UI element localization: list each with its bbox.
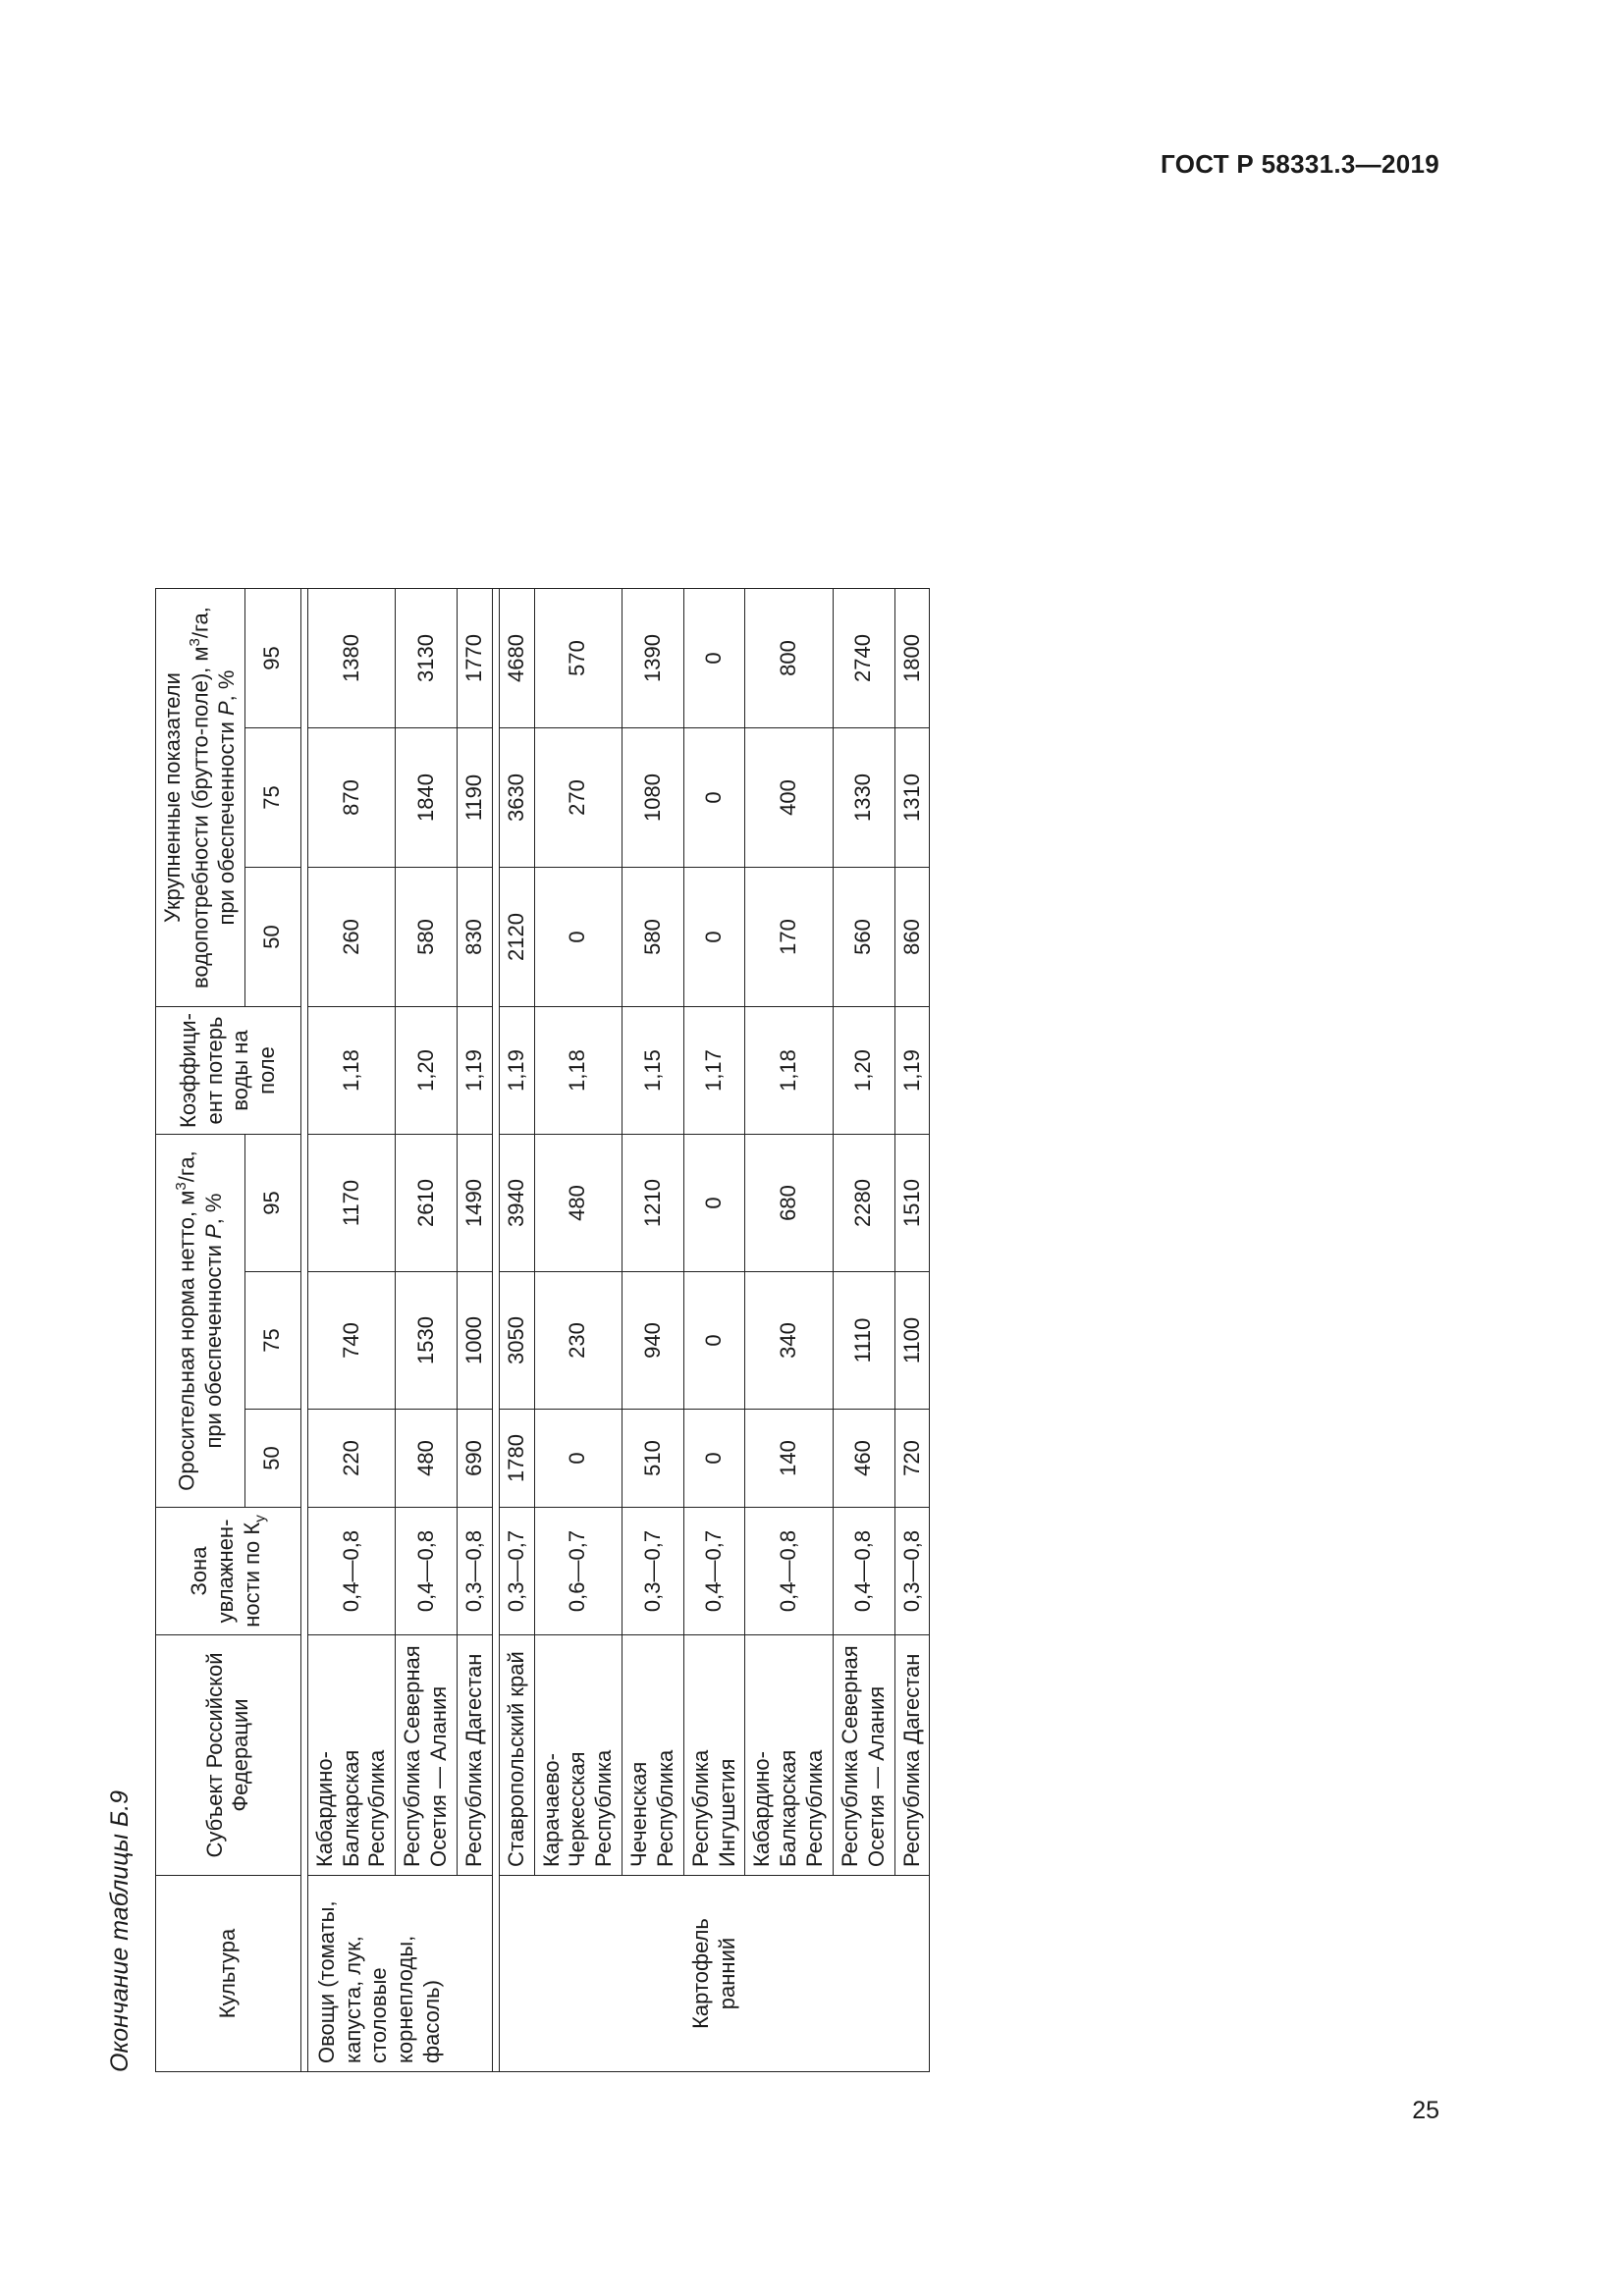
table-row bbox=[833, 589, 894, 2072]
table-row bbox=[534, 589, 622, 2072]
gross-75-cell: 870 bbox=[307, 728, 395, 868]
gross-95-cell: 2740 bbox=[833, 589, 894, 728]
net-75-cell: 740 bbox=[307, 1272, 395, 1410]
zone-cell: 0,6—0,7 bbox=[534, 1508, 622, 1635]
net-95-cell: 3940 bbox=[499, 1135, 534, 1272]
subject-cell: Республика Ингушетия bbox=[683, 1635, 745, 1876]
net-50-cell: 460 bbox=[833, 1410, 894, 1508]
rotated-table-block bbox=[106, 221, 936, 2072]
net-75-cell: 3050 bbox=[499, 1272, 534, 1410]
loss-coef-cell: 1,18 bbox=[745, 1007, 833, 1135]
zone-cell: 0,3—0,7 bbox=[499, 1508, 534, 1635]
subject-cell: Республика Дагестан bbox=[894, 1635, 930, 1876]
loss-coef-cell: 1,17 bbox=[683, 1007, 745, 1135]
separator-cell bbox=[492, 589, 499, 2072]
header-gross bbox=[156, 589, 245, 1007]
gross-75-cell: 3630 bbox=[499, 728, 534, 868]
header-net-norm-b: /га, при обеспеченности bbox=[174, 1150, 226, 1449]
header-net-95: 95 bbox=[244, 1135, 300, 1272]
header-net-75: 75 bbox=[244, 1272, 300, 1410]
gross-50-cell: 2120 bbox=[499, 868, 534, 1007]
separator-cell bbox=[300, 589, 307, 2072]
header-gross-50: 50 bbox=[244, 868, 300, 1007]
net-95-cell: 0 bbox=[683, 1135, 745, 1272]
net-50-cell: 140 bbox=[745, 1410, 833, 1508]
net-95-cell: 1170 bbox=[307, 1135, 395, 1272]
subject-cell: Ставропольский край bbox=[499, 1635, 534, 1876]
gross-50-cell: 580 bbox=[623, 868, 684, 1007]
gross-95-cell: 4680 bbox=[499, 589, 534, 728]
table-body bbox=[300, 589, 930, 2072]
header-zone-text: Зона увлажнен-ности по К bbox=[187, 1519, 264, 1628]
net-50-cell: 1780 bbox=[499, 1410, 534, 1508]
gross-75-cell: 1840 bbox=[396, 728, 458, 868]
zone-cell: 0,3—0,8 bbox=[894, 1508, 930, 1635]
group-separator bbox=[492, 589, 499, 2072]
subject-cell: Кабардино-Балкарская Республика bbox=[745, 1635, 833, 1876]
gross-50-cell: 560 bbox=[833, 868, 894, 1007]
gross-95-cell: 800 bbox=[745, 589, 833, 728]
loss-coef-cell: 1,20 bbox=[396, 1007, 458, 1135]
subject-cell: Республика Северная Осетия — Алания bbox=[396, 1635, 458, 1876]
header-gross-75: 75 bbox=[244, 728, 300, 868]
crop-cell: Картофель ранний bbox=[499, 1876, 930, 2072]
header-net-norm bbox=[156, 1135, 245, 1508]
net-50-cell: 480 bbox=[396, 1410, 458, 1508]
page-number: 25 bbox=[1412, 2097, 1439, 2124]
net-95-cell: 2610 bbox=[396, 1135, 458, 1272]
gross-75-cell: 1080 bbox=[623, 728, 684, 868]
gross-50-cell: 830 bbox=[457, 868, 492, 1007]
zone-cell: 0,4—0,8 bbox=[745, 1508, 833, 1635]
subject-cell: Кабардино-Балкарская Республика bbox=[307, 1635, 395, 1876]
loss-coef-cell: 1,19 bbox=[894, 1007, 930, 1135]
loss-coef-cell: 1,18 bbox=[307, 1007, 395, 1135]
loss-coef-cell: 1,18 bbox=[534, 1007, 622, 1135]
gross-75-cell: 400 bbox=[745, 728, 833, 868]
gross-95-cell: 0 bbox=[683, 589, 745, 728]
table-row bbox=[307, 589, 395, 2072]
gross-50-cell: 170 bbox=[745, 868, 833, 1007]
net-50-cell: 720 bbox=[894, 1410, 930, 1508]
header-zone bbox=[156, 1508, 301, 1635]
header-loss-coef: Коэффици-ент потерь воды на поле bbox=[156, 1007, 301, 1135]
gross-50-cell: 860 bbox=[894, 868, 930, 1007]
gross-95-cell: 1770 bbox=[457, 589, 492, 728]
gross-50-cell: 0 bbox=[683, 868, 745, 1007]
header-gross-p: Р bbox=[213, 701, 239, 716]
net-50-cell: 0 bbox=[683, 1410, 745, 1508]
crop-cell: Овощи (томаты, капуста, лук, столовые корнеплоды, фасоль) bbox=[307, 1876, 492, 2072]
zone-cell: 0,4—0,8 bbox=[307, 1508, 395, 1635]
irrigation-table bbox=[155, 588, 930, 2072]
net-75-cell: 1100 bbox=[894, 1272, 930, 1410]
table-row bbox=[623, 589, 684, 2072]
table-row bbox=[894, 589, 930, 2072]
net-50-cell: 220 bbox=[307, 1410, 395, 1508]
table-row bbox=[499, 589, 534, 2072]
header-crop: Культура bbox=[156, 1876, 301, 2072]
loss-coef-cell: 1,19 bbox=[499, 1007, 534, 1135]
header-net-norm-a: Оросительная норма нетто, м bbox=[174, 1190, 199, 1491]
net-95-cell: 2280 bbox=[833, 1135, 894, 1272]
subject-cell: Карачаево-Черкесская Республика bbox=[534, 1635, 622, 1876]
net-95-cell: 680 bbox=[745, 1135, 833, 1272]
header-gross-b: /га, при обеспеченности bbox=[188, 607, 239, 926]
gross-95-cell: 570 bbox=[534, 589, 622, 728]
zone-cell: 0,3—0,8 bbox=[457, 1508, 492, 1635]
header-gross-95: 95 bbox=[244, 589, 300, 728]
loss-coef-cell: 1,19 bbox=[457, 1007, 492, 1135]
net-75-cell: 1110 bbox=[833, 1272, 894, 1410]
header-zone-sub: у bbox=[251, 1515, 269, 1522]
subject-cell: Чеченская Республика bbox=[623, 1635, 684, 1876]
header-row-top bbox=[156, 589, 245, 2072]
net-75-cell: 0 bbox=[683, 1272, 745, 1410]
net-95-cell: 1210 bbox=[623, 1135, 684, 1272]
gross-75-cell: 0 bbox=[683, 728, 745, 868]
zone-cell: 0,3—0,7 bbox=[623, 1508, 684, 1635]
net-75-cell: 230 bbox=[534, 1272, 622, 1410]
gross-50-cell: 260 bbox=[307, 868, 395, 1007]
table-caption: Окончание таблицы Б.9 bbox=[106, 1790, 134, 2072]
subject-cell: Республика Северная Осетия — Алания bbox=[833, 1635, 894, 1876]
document-number: ГОСТ Р 58331.3—2019 bbox=[1161, 149, 1439, 179]
loss-coef-cell: 1,15 bbox=[623, 1007, 684, 1135]
net-95-cell: 480 bbox=[534, 1135, 622, 1272]
header-net-norm-c: , % bbox=[200, 1193, 226, 1225]
loss-coef-cell: 1,20 bbox=[833, 1007, 894, 1135]
net-50-cell: 690 bbox=[457, 1410, 492, 1508]
gross-95-cell: 1380 bbox=[307, 589, 395, 728]
gross-95-cell: 1800 bbox=[894, 589, 930, 728]
zone-cell: 0,4—0,8 bbox=[833, 1508, 894, 1635]
gross-95-cell: 3130 bbox=[396, 589, 458, 728]
gross-75-cell: 270 bbox=[534, 728, 622, 868]
gross-50-cell: 580 bbox=[396, 868, 458, 1007]
gross-95-cell: 1390 bbox=[623, 589, 684, 728]
gross-75-cell: 1310 bbox=[894, 728, 930, 868]
zone-cell: 0,4—0,8 bbox=[396, 1508, 458, 1635]
gross-75-cell: 1190 bbox=[457, 728, 492, 868]
net-75-cell: 940 bbox=[623, 1272, 684, 1410]
gross-75-cell: 1330 bbox=[833, 728, 894, 868]
header-subject: Субъект Российской Федерации bbox=[156, 1635, 301, 1876]
header-net-norm-p: Р bbox=[200, 1224, 226, 1239]
header-separator bbox=[300, 589, 307, 2072]
header-gross-sup: 3 bbox=[186, 638, 203, 647]
header-net-50: 50 bbox=[244, 1410, 300, 1508]
header-gross-c: , % bbox=[213, 669, 239, 702]
table-row bbox=[745, 589, 833, 2072]
net-75-cell: 1530 bbox=[396, 1272, 458, 1410]
header-net-norm-sup: 3 bbox=[173, 1182, 190, 1191]
net-95-cell: 1490 bbox=[457, 1135, 492, 1272]
net-75-cell: 1000 bbox=[457, 1272, 492, 1410]
table-row bbox=[396, 589, 458, 2072]
header-gross-a: Укрупненные показатели водопотребности (брутто-поле), м bbox=[160, 646, 213, 988]
net-75-cell: 340 bbox=[745, 1272, 833, 1410]
table-row bbox=[457, 589, 492, 2072]
gross-50-cell: 0 bbox=[534, 868, 622, 1007]
net-95-cell: 1510 bbox=[894, 1135, 930, 1272]
subject-cell: Республика Дагестан bbox=[457, 1635, 492, 1876]
zone-cell: 0,4—0,7 bbox=[683, 1508, 745, 1635]
net-50-cell: 0 bbox=[534, 1410, 622, 1508]
table-row bbox=[683, 589, 745, 2072]
net-50-cell: 510 bbox=[623, 1410, 684, 1508]
